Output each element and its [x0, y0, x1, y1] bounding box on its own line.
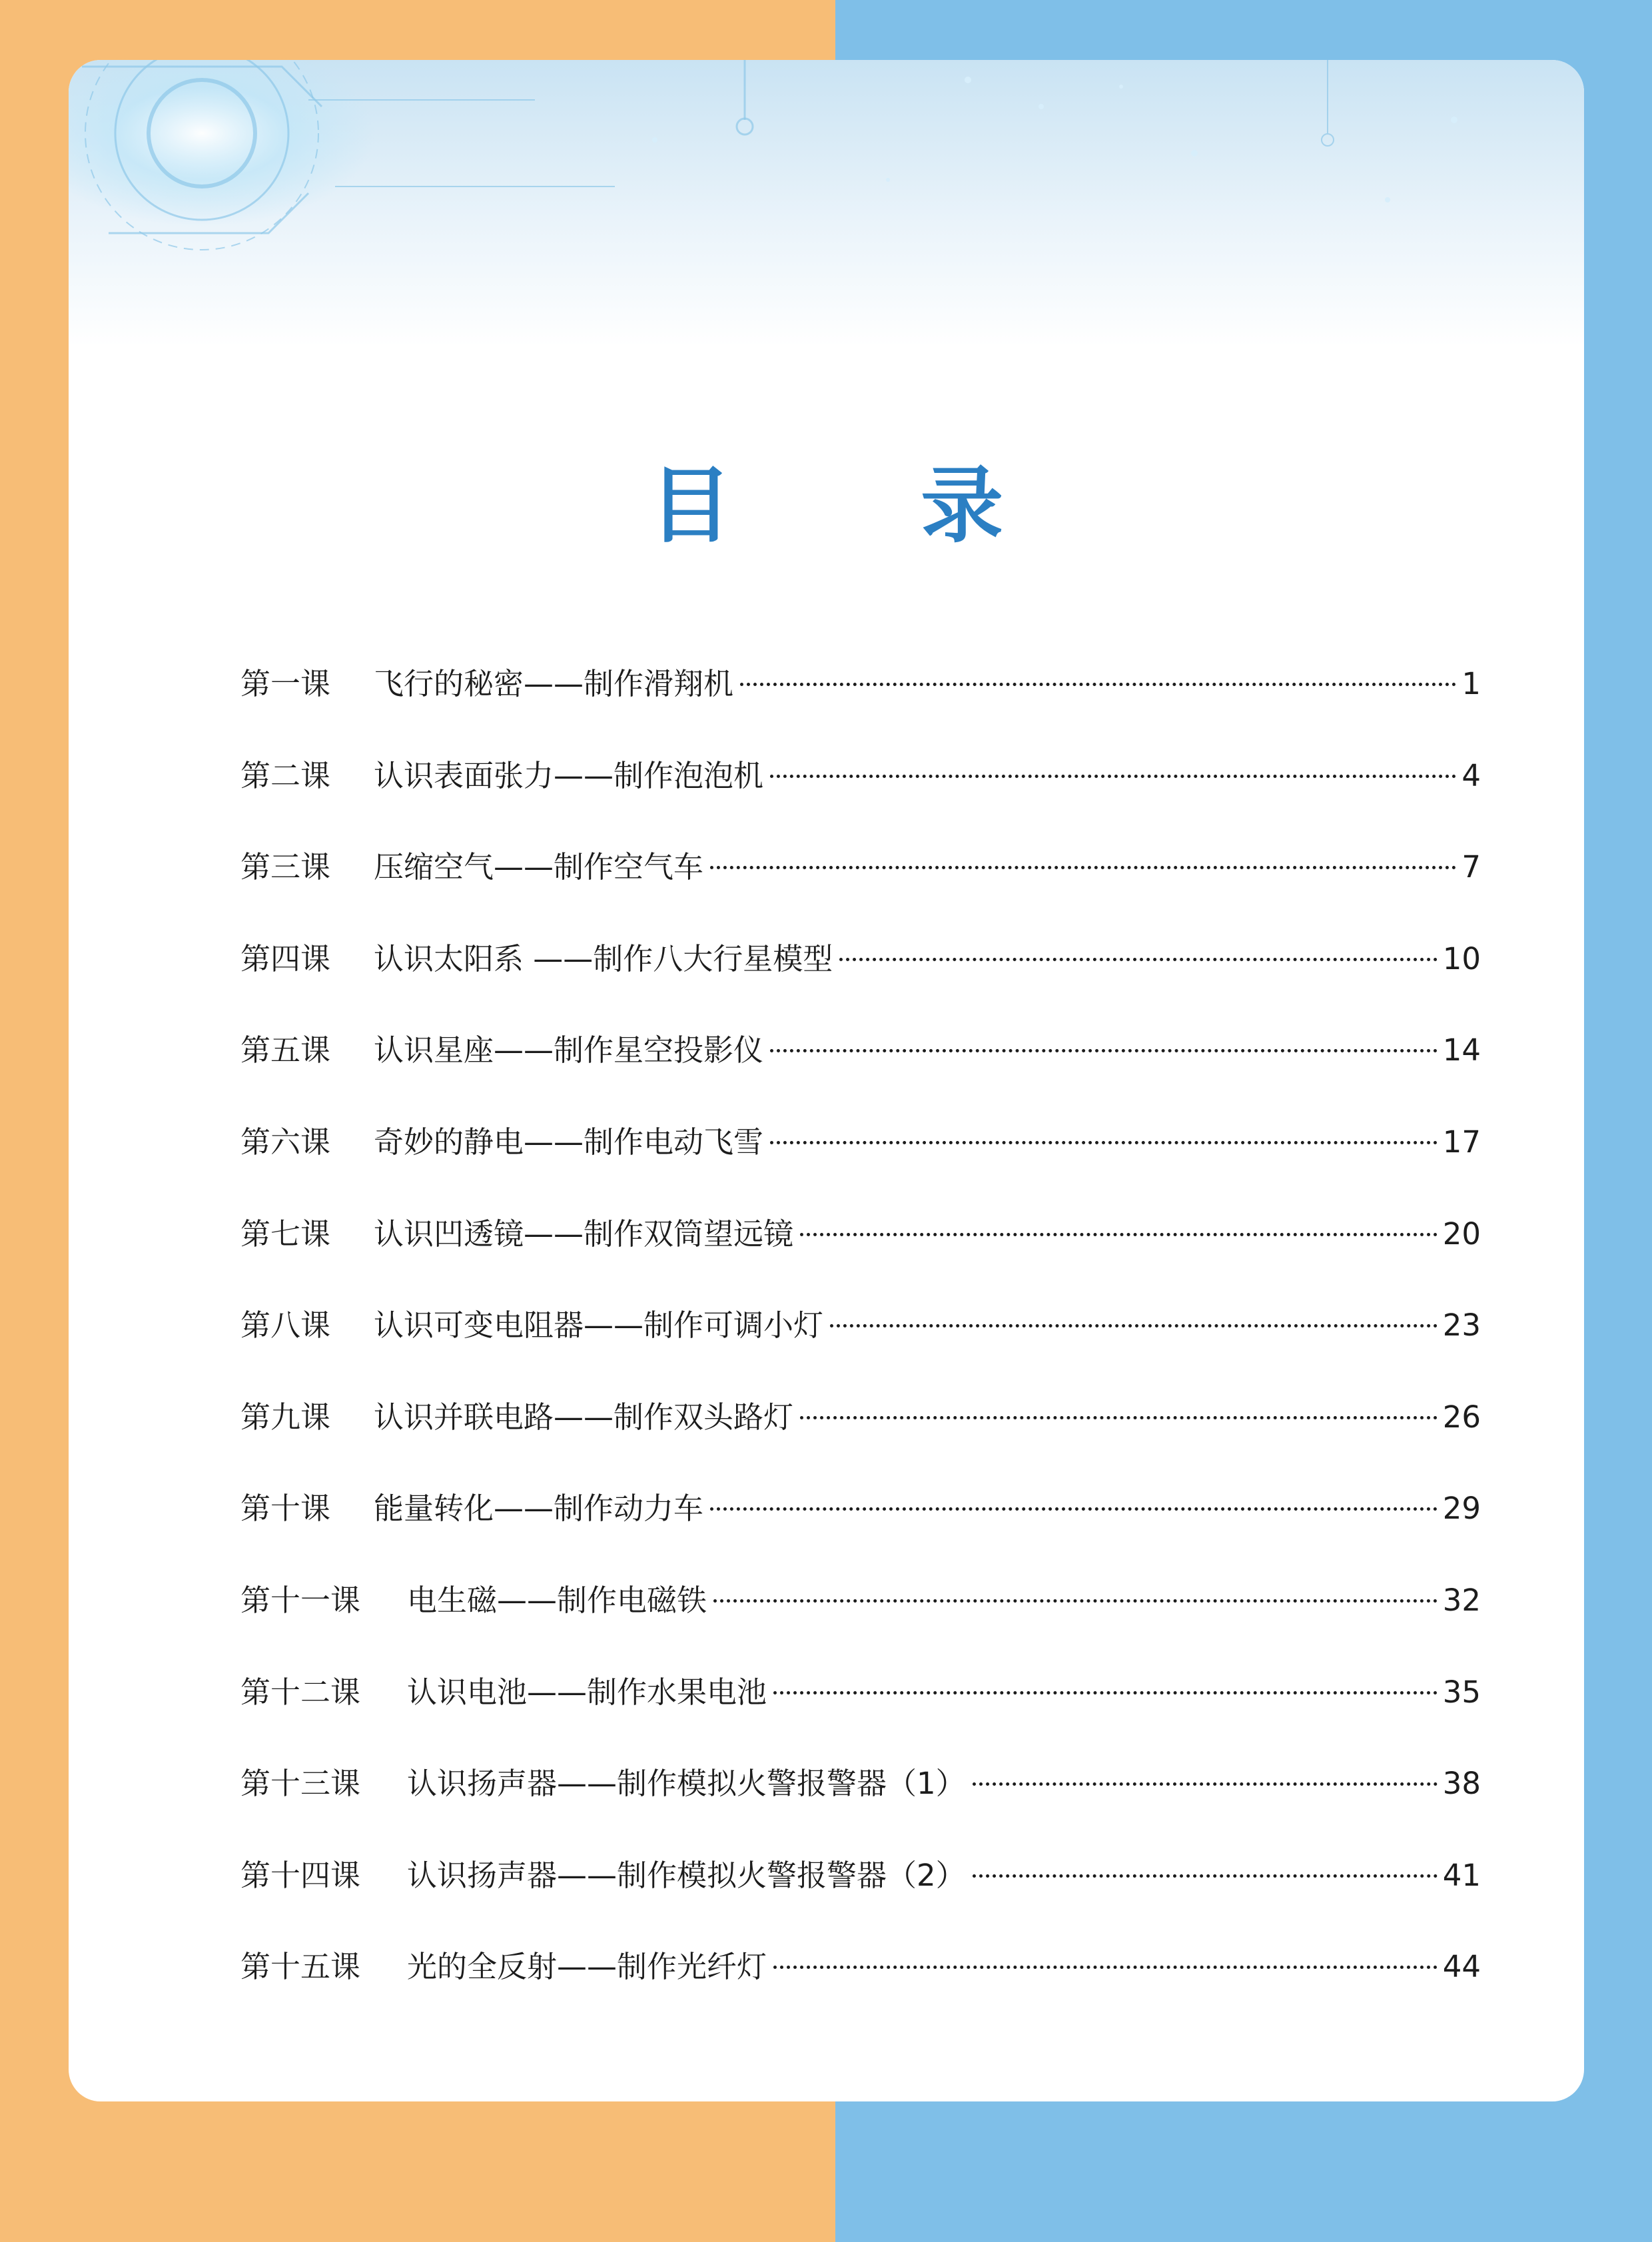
dot-leader	[713, 1599, 1438, 1603]
toc-entry-2[interactable]	[240, 751, 1481, 843]
toc-entry-14[interactable]	[240, 1851, 1481, 1943]
lesson-title: 认识星座——制作星空投影仪	[374, 1032, 764, 1068]
page-number: 4	[1461, 757, 1481, 793]
lesson-title: 认识电池——制作水果电池	[407, 1674, 767, 1710]
page-number: 7	[1461, 849, 1481, 885]
lesson-number: 第五课	[240, 1032, 331, 1068]
dot-leader	[770, 1049, 1438, 1052]
tech-header-graphic	[69, 60, 1584, 346]
page-title: 目 录	[649, 458, 1084, 554]
toc-entry-15[interactable]	[240, 1942, 1481, 2034]
lesson-title: 电生磁——制作电磁铁	[407, 1582, 707, 1618]
lesson-title: 光的全反射——制作光纤灯	[407, 1949, 767, 1985]
lesson-title: 认识凹透镜——制作双筒望远镜	[374, 1216, 794, 1252]
lesson-number: 第三课	[240, 849, 331, 885]
lesson-title: 奇妙的静电——制作电动飞雪	[374, 1124, 764, 1160]
dot-leader	[800, 1233, 1438, 1236]
dot-leader	[839, 958, 1437, 961]
lesson-title: 能量转化——制作动力车	[374, 1491, 704, 1527]
dot-leader	[710, 1507, 1438, 1511]
page-number: 10	[1442, 940, 1481, 976]
lesson-number: 第七课	[240, 1216, 331, 1252]
page-number: 38	[1442, 1766, 1481, 1802]
toc-entry-5[interactable]	[240, 1026, 1481, 1118]
lesson-title: 认识可变电阻器——制作可调小灯	[374, 1308, 824, 1343]
page-number: 26	[1442, 1399, 1481, 1435]
toc-entry-9[interactable]	[240, 1393, 1481, 1485]
dot-leader	[830, 1324, 1438, 1327]
lesson-number: 第六课	[240, 1124, 331, 1160]
dot-leader	[770, 1141, 1438, 1144]
lesson-title: 压缩空气——制作空气车	[374, 849, 704, 885]
lesson-title: 认识扬声器——制作模拟火警报警器（1）	[407, 1766, 966, 1802]
lesson-number: 第二课	[240, 757, 331, 793]
lesson-title: 飞行的秘密——制作滑翔机	[374, 666, 734, 701]
page-number: 29	[1442, 1491, 1481, 1527]
page-number: 23	[1442, 1308, 1481, 1343]
lesson-number: 第八课	[240, 1308, 331, 1343]
page-number: 14	[1442, 1032, 1481, 1068]
lesson-number: 第十课	[240, 1491, 331, 1527]
lesson-number: 第十四课	[240, 1857, 361, 1893]
toc-entry-8[interactable]	[240, 1301, 1481, 1393]
toc-entry-12[interactable]	[240, 1668, 1481, 1760]
lesson-number: 第一课	[240, 666, 331, 701]
toc-entry-10[interactable]	[240, 1484, 1481, 1576]
page-number: 20	[1442, 1216, 1481, 1252]
dot-leader	[773, 1691, 1438, 1694]
lesson-number: 第十三课	[240, 1766, 361, 1802]
lesson-number: 第四课	[240, 940, 331, 976]
toc-page-card	[69, 60, 1584, 2101]
toc-entry-11[interactable]	[240, 1576, 1481, 1668]
page-number: 17	[1442, 1124, 1481, 1160]
dot-leader	[973, 1782, 1438, 1786]
toc-entry-6[interactable]	[240, 1118, 1481, 1210]
dot-leader	[773, 1966, 1438, 1969]
page-number: 41	[1442, 1857, 1481, 1893]
dot-leader	[740, 683, 1456, 686]
lesson-title: 认识表面张力——制作泡泡机	[374, 757, 764, 793]
page-number: 35	[1442, 1674, 1481, 1710]
dot-leader	[710, 866, 1456, 869]
lesson-title: 认识扬声器——制作模拟火警报警器（2）	[407, 1857, 966, 1893]
page-number: 1	[1461, 666, 1481, 701]
lesson-number: 第九课	[240, 1399, 331, 1435]
lesson-number: 第十一课	[240, 1582, 361, 1618]
dot-leader	[800, 1416, 1438, 1419]
dot-leader	[973, 1874, 1438, 1878]
toc-entry-3[interactable]	[240, 843, 1481, 934]
toc-entry-4[interactable]	[240, 934, 1481, 1026]
toc-entry-1[interactable]	[240, 659, 1481, 751]
lesson-number: 第十五课	[240, 1949, 361, 1985]
lesson-number: 第十二课	[240, 1674, 361, 1710]
page-number: 32	[1442, 1582, 1481, 1618]
table-of-contents	[240, 659, 1481, 2034]
page-number: 44	[1442, 1949, 1481, 1985]
toc-entry-13[interactable]	[240, 1759, 1481, 1851]
lesson-title: 认识太阳系 ——制作八大行星模型	[374, 940, 833, 976]
dot-leader	[770, 775, 1456, 778]
toc-entry-7[interactable]	[240, 1210, 1481, 1302]
lesson-title: 认识并联电路——制作双头路灯	[374, 1399, 794, 1435]
